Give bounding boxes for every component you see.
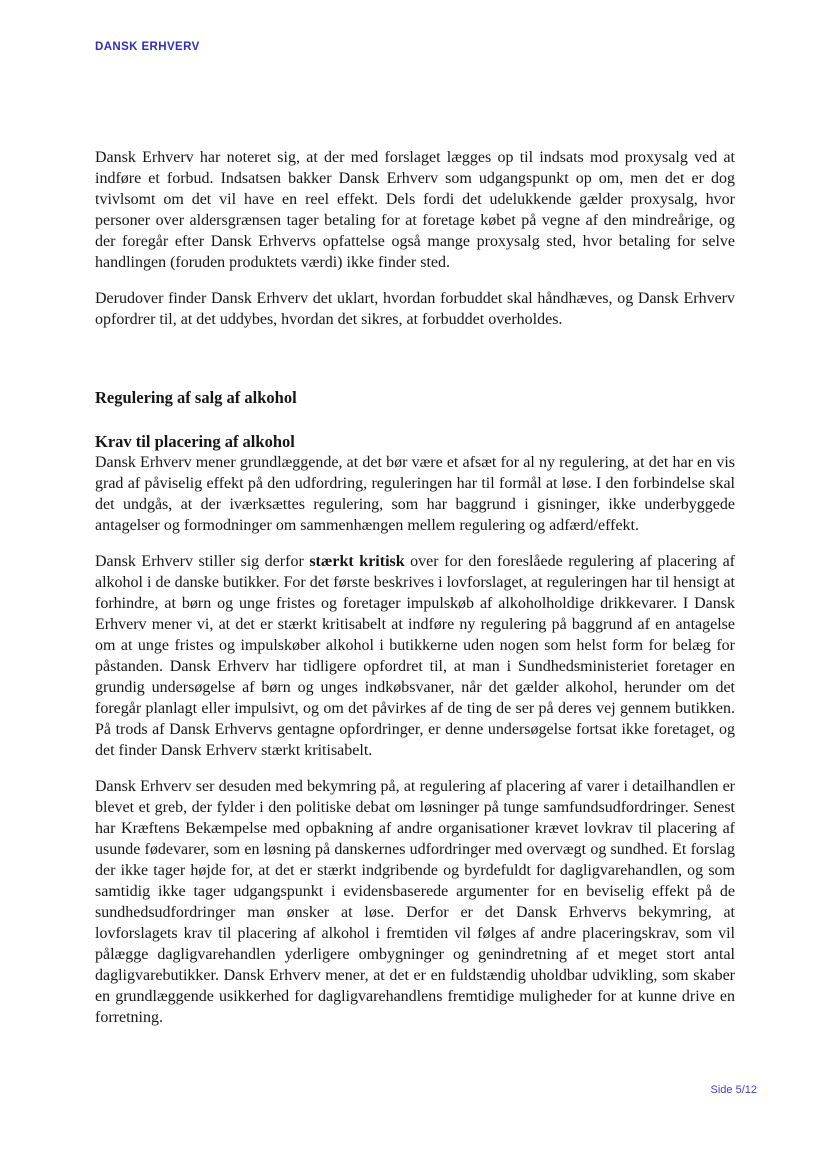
- paragraph-bekymring: Dansk Erhverv ser desuden med bekymring på, at regulering af placering af varer i detailhandlen er blevet et greb, der fylder i den politiske debat om løsninger på tunge samfundsudfordringer. Senest har Kræftens Bekæmpelse med opbakning af andre organisationer krævet lovkrav til placering af usunde fødevarer, som en løsning på danskernes udfordringer med overvægt og sundhed. Et forslag der ikke tager højde for, at det er stærkt indgribende og byrdefuldt for dagligvarehandlen, og som samtidig ikke tager udgangspunkt i evidensbaserede argumenter for en beviselig effekt på de sundhedsudfordringer man ønsker at løse. Derfor er det Dansk Erhvervs bekymring, at lovforslagets krav til placering af alkohol i fremtiden vil følges af andre placeringskrav, som vil pålægge dagligvarehandlen yderligere ombygninger og genindretning af et meget stort antal dagligvarebutikker. Dansk Erhverv mener, at det er en fuldstændig uholdbar udvikling, som skaber en grundlæggende usikkerhed for dagligvarehandlens fremtidige muligheder for at kunne drive en forretning.: [95, 778, 735, 1026]
- paragraph-run-bold: stærkt kritisk: [309, 553, 405, 570]
- document-body: [95, 147, 735, 1043]
- paragraph-proxysalg: Dansk Erhverv har noteret sig, at der med forslaget lægges op til indsats mod proxysalg ved at indføre et forbud. Indsatsen bakker Dansk Erhverv som udgangspunkt op om, men det er dog tvivlsomt om det vil have en reel effekt. Dels fordi det udelukkende gælder proxysalg, hvor personer over aldersgrænsen tager betaling for at foretage købet på vegne af den mindreårige, og der foregår efter Dansk Erhvervs opfattelse også mange proxysalg sted, hvor betaling for selve handlingen (foruden produktets værdi) ikke finder sted.: [95, 149, 735, 271]
- sub-heading-krav-placering: Krav til placering af alkohol: [95, 432, 295, 451]
- paragraph-run: Dansk Erhverv stiller sig derfor: [95, 553, 310, 570]
- page-number: Side 5/12: [710, 1084, 757, 1096]
- paragraph-haandhaevelse: Derudover finder Dansk Erhverv det uklart, hvordan forbuddet skal håndhæves, og Dansk Erhverv opfordrer til, at det uddybes, hvordan det sikres, at forbuddet overholdes.: [95, 290, 735, 328]
- section-heading-regulering: Regulering af salg af alkohol: [95, 388, 297, 407]
- paragraph-run: over for den foreslåede regulering af placering af alkohol i de danske butikker. For det første beskrives i lovforslaget, at reguleringen har til hensigt at forhindre, at børn og unge fristes og foretager impulskøb af alkoholholdige drikkevarer. I Dansk Erhverv mener vi, at det er stærkt kritisabelt at indføre ny regulering på baggrund af en antagelse om at unge fristes og impulskøber alkohol i butikkerne uden nogen som helst form for belæg for påstanden. Dansk Erhverv har tidligere opfordret til, at man i Sundhedsministeriet foretager en grundig undersøgelse af børn og unges indkøbsvaner, når det gælder alkohol, herunder om det foregår planlagt eller impulsivt, og om det påvirkes af de ting de ser på deres vej gennem butikken. På trods af Dansk Erhvervs gentagne opfordringer, er denne undersøgelse fortsat ikke foretaget, og det finder Dansk Erhverv stærkt kritisabelt.: [95, 553, 736, 759]
- paragraph-grundlaeggende: Dansk Erhverv mener grundlæggende, at det bør være et afsæt for al ny regulering, at det har en vis grad af påviselig effekt på den udfordring, reguleringen har til formål at løse. I den forbindelse skal det undgås, at der iværksættes regulering, som har baggrund i gisninger, ikke underbyggede antagelser og formodninger om sammenhængen mellem regulering og adfærd/effekt.: [95, 454, 735, 534]
- brand-logo-text: DANSK ERHVERV: [95, 41, 200, 53]
- paragraph-staerkt-kritisk: [95, 551, 735, 761]
